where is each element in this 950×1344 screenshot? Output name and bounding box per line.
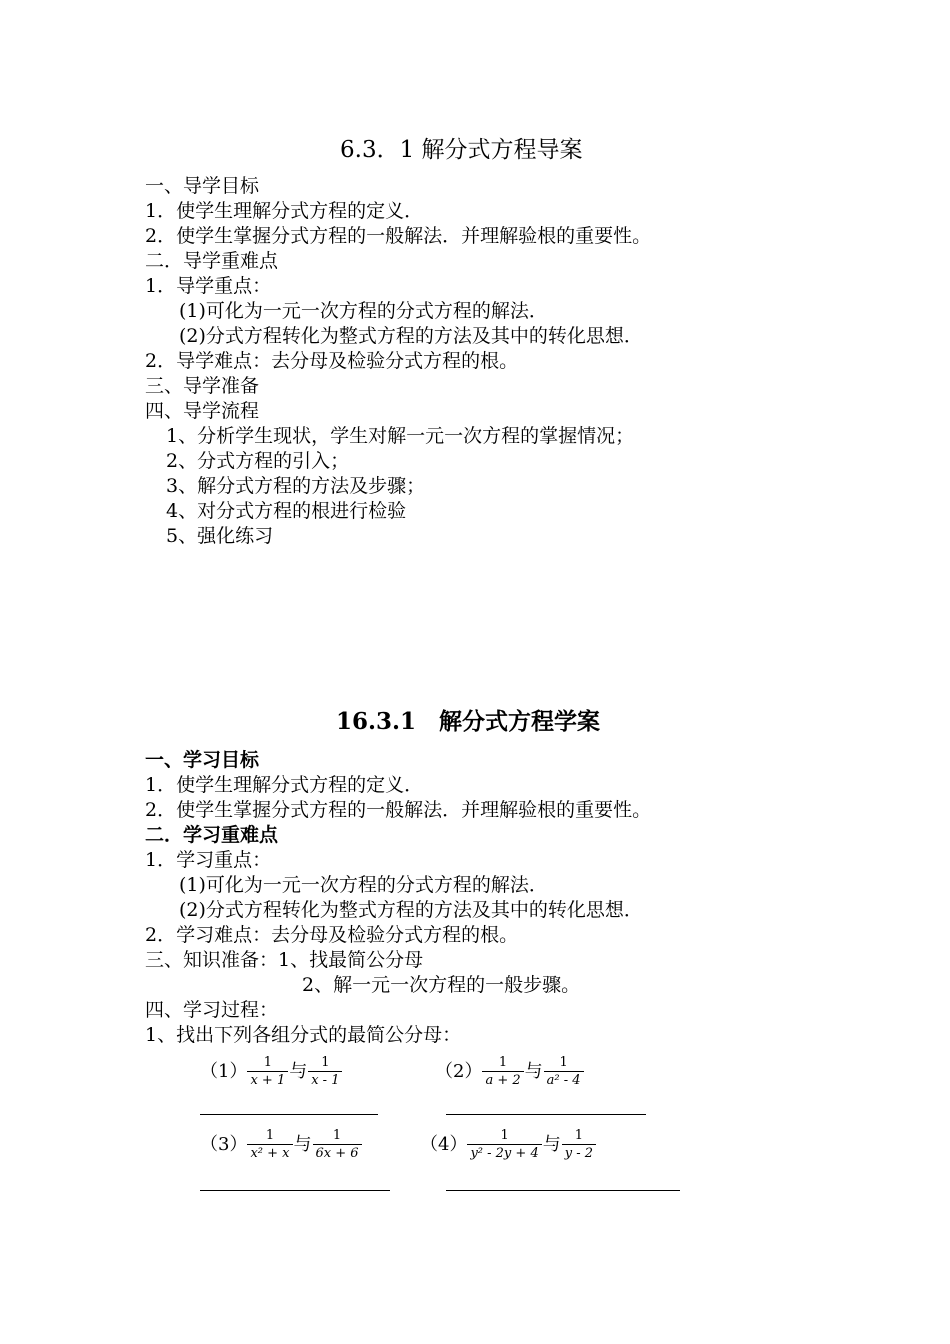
problem-label: （1） (200, 1061, 248, 1082)
fraction: $\frac{1}{6x + 6}$ (313, 1128, 362, 1162)
answer-blank-2[interactable] (446, 1114, 646, 1115)
guide-section-3: 三、导学准备 (145, 375, 260, 397)
guide-section-2: 二．导学重难点 (145, 250, 279, 272)
problem-4 (420, 1125, 596, 1165)
fraction: $\frac{1}{x + 1}$ (247, 1055, 288, 1089)
problem-label: （2） (435, 1061, 483, 1082)
connector-text: 与 (524, 1061, 543, 1082)
guide-key-2: 2．导学难点：去分母及检验分式方程的根。 (145, 350, 519, 372)
connector-text: 与 (542, 1134, 561, 1155)
study-key-1b: (2)分式方程转化为整式方程的方法及其中的转化思想． (179, 899, 643, 921)
guide-key-1b: (2)分式方程转化为整式方程的方法及其中的转化思想． (179, 325, 643, 347)
answer-blank-4[interactable] (446, 1190, 680, 1191)
problem-label: （3） (200, 1134, 248, 1155)
study-key-1a: (1)可化为一元一次方程的分式方程的解法． (179, 874, 548, 896)
study-section-3: 三、知识准备：1、找最简公分母 (145, 949, 424, 971)
study-goal-2: 2．使学生掌握分式方程的一般解法．并理解验根的重要性。 (145, 799, 652, 821)
fraction: $\frac{1}{\text{a² - 4}}$ (544, 1055, 584, 1089)
guide-step-1: 1、分析学生现状，学生对解一元一次方程的掌握情况； (166, 425, 635, 447)
study-section-3b: 2、解一元一次方程的一般步骤。 (302, 974, 581, 996)
guide-goal-1: 1．使学生理解分式方程的定义． (145, 200, 424, 222)
problem-2 (435, 1052, 584, 1092)
fraction: $\frac{1}{\text{y² - 2y + 4}}$ (467, 1128, 541, 1162)
study-section-2: 二．学习重难点 (145, 824, 279, 846)
guide-step-4: 4、对分式方程的根进行检验 (166, 500, 407, 522)
connector-text: 与 (289, 1061, 308, 1082)
fraction: $\frac{1}{\text{x² + x}}$ (247, 1128, 292, 1162)
fraction: $\frac{1}{a + 2}$ (482, 1055, 523, 1089)
study-goal-1: 1．使学生理解分式方程的定义． (145, 774, 424, 796)
fraction: $\frac{1}{y - 2}$ (562, 1128, 596, 1162)
guide-key-1a: (1)可化为一元一次方程的分式方程的解法． (179, 300, 548, 322)
study-question: 1、找出下列各组分式的最简公分母： (145, 1024, 462, 1046)
connector-text: 与 (293, 1134, 312, 1155)
answer-blank-3[interactable] (200, 1190, 390, 1191)
guide-step-3: 3、解分式方程的方法及步骤； (166, 475, 426, 497)
answer-blank-1[interactable] (200, 1114, 378, 1115)
guide-step-5: 5、强化练习 (166, 525, 274, 547)
problem-1 (200, 1052, 342, 1092)
guide-section-1: 一、导学目标 (145, 175, 260, 197)
study-key-2: 2．学习难点：去分母及检验分式方程的根。 (145, 924, 519, 946)
fraction: $\frac{1}{x - 1}$ (308, 1055, 342, 1089)
guide-goal-2: 2．使学生掌握分式方程的一般解法．并理解验根的重要性。 (145, 225, 652, 247)
study-section-1: 一、学习目标 (145, 749, 260, 771)
guide-section-4: 四、导学流程 (145, 400, 260, 422)
problem-3 (200, 1125, 362, 1165)
guide-key-1: 1．导学重点： (145, 275, 272, 297)
problem-label: （4） (420, 1134, 468, 1155)
guide-title: 6.3．1 解分式方程导案 (340, 137, 583, 163)
study-key-1: 1．学习重点： (145, 849, 272, 871)
study-section-4: 四、学习过程： (145, 999, 279, 1021)
guide-step-2: 2、分式方程的引入； (166, 450, 350, 472)
study-title: 16.3.1 解分式方程学案 (336, 708, 601, 735)
